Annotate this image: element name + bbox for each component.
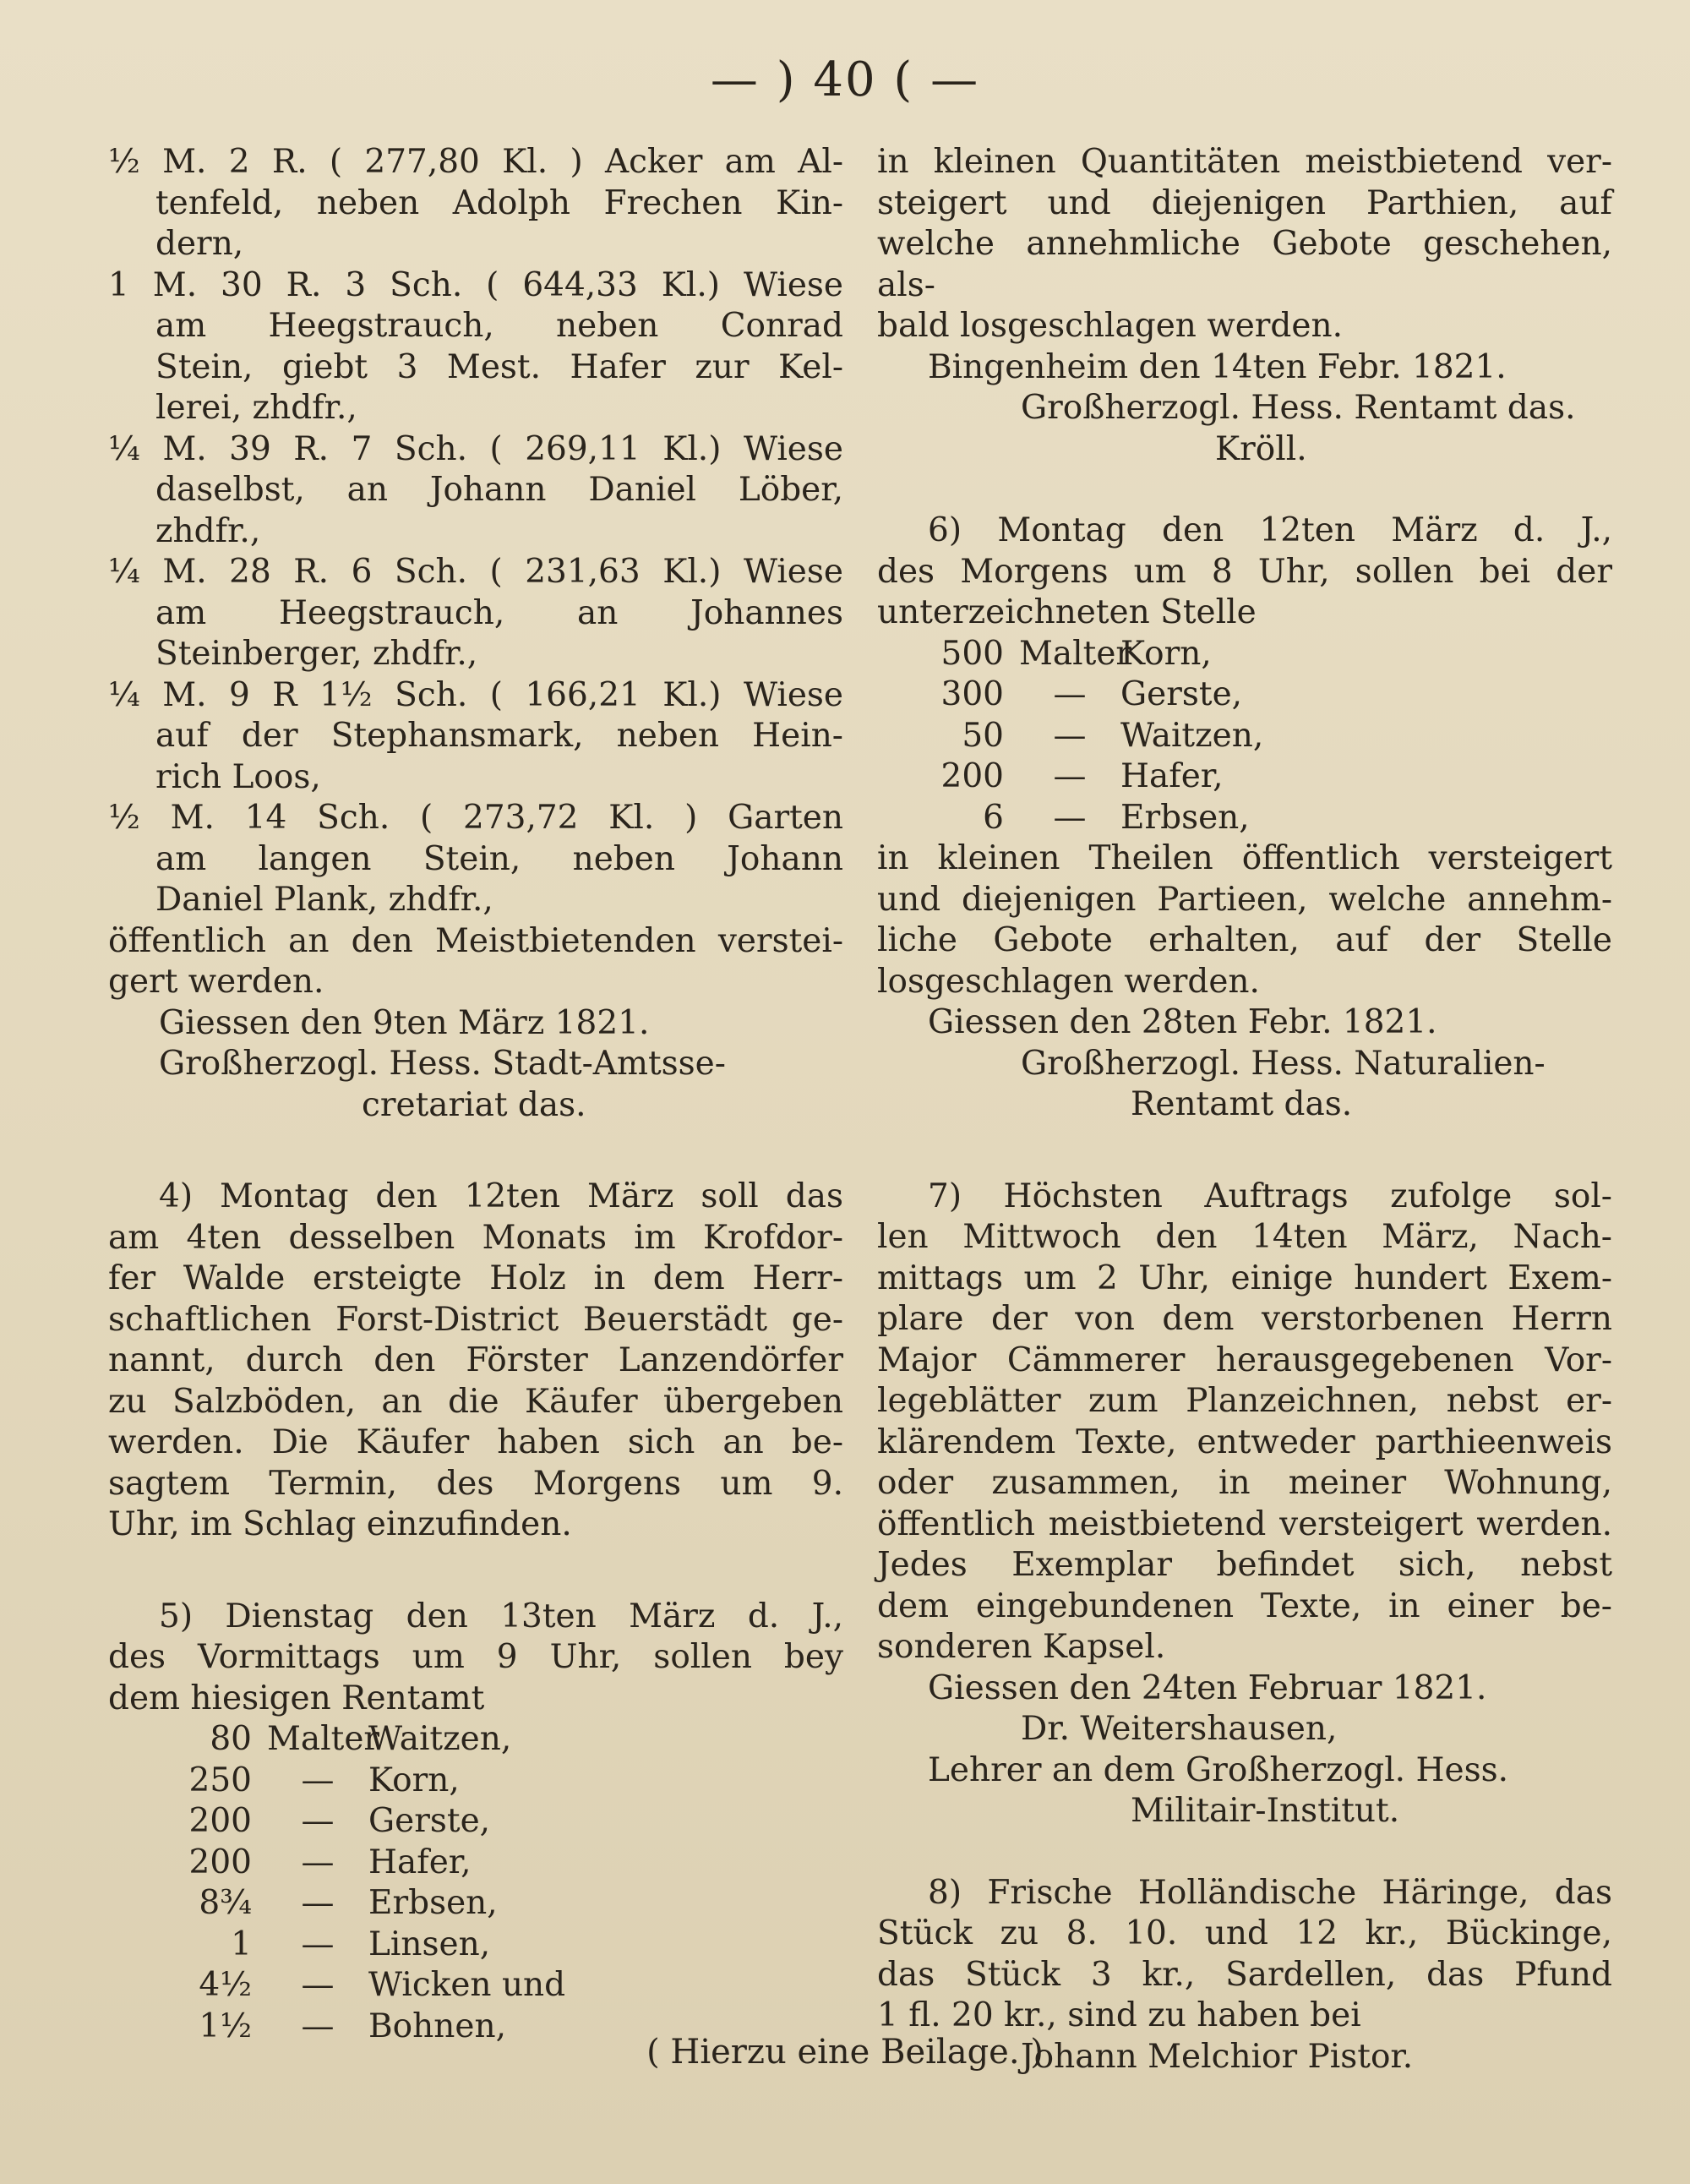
text-line: werden. Die Käufer haben sich an be- <box>108 1423 843 1461</box>
notice-date: Bingenheim den 14ten Febr. 1821. <box>928 347 1507 386</box>
grain-unit: — <box>301 1884 335 1922</box>
parcel-entry <box>108 265 843 429</box>
left-column <box>108 142 843 2047</box>
text-line: bald losgeschlagen werden. <box>877 307 1343 345</box>
text-line: len Mittwoch den 14ten März, Nach- <box>877 1218 1612 1256</box>
parcel-entry <box>108 429 843 553</box>
grain-quantity: 200 <box>188 1843 252 1881</box>
grain-quantity: 50 <box>962 716 1004 755</box>
text-line: mittags um 2 Uhr, einige hundert Exem- <box>877 1259 1612 1297</box>
text-line: unterzeichneten Stelle <box>877 593 1257 631</box>
grain-quantity: 80 <box>210 1720 252 1758</box>
grain-quantity: 4½ <box>199 1966 252 2004</box>
parcel-entry <box>108 675 843 799</box>
parcel-line: ¼ M. 28 R. 6 Sch. ( 231,63 Kl.) Wiese <box>108 553 843 591</box>
text-line: losgeschlagen werden. <box>877 962 1260 1001</box>
text-line: 5) Dienstag den 13ten März d. J., <box>159 1597 843 1635</box>
grain-name: Erbsen, <box>1120 798 1250 837</box>
parcel-line: Stein, giebt 3 Mest. Hafer zur Kel- <box>155 347 843 386</box>
page-number-header: — ) 40 ( — <box>710 52 980 107</box>
grain-row <box>877 634 1612 675</box>
grain-name: Linsen, <box>368 1925 491 1963</box>
grain-name: Gerste, <box>1120 675 1243 713</box>
text-line: und diejenigen Partieen, welche annehm- <box>877 880 1612 919</box>
notice-signature: Lehrer an dem Großherzogl. Hess. <box>928 1750 1508 1789</box>
text-line: 6) Montag den 12ten März d. J., <box>928 511 1612 549</box>
text-line: in kleinen Theilen öffentlich versteigert <box>877 839 1612 877</box>
text-line: nannt, durch den Förster Lanzendörfer <box>108 1341 843 1379</box>
notice-signature: Großherzogl. Hess. Naturalien- <box>1021 1044 1546 1083</box>
notice-signature: Rentamt das. <box>1131 1085 1353 1123</box>
parcel-line: auf der Stephansmark, neben Hein- <box>155 717 843 755</box>
grain-name: Erbsen, <box>368 1884 498 1922</box>
parcel-entry <box>108 142 843 265</box>
grain-quantity: 6 <box>983 798 1004 837</box>
parcel-line: ½ M. 2 R. ( 277,80 Kl. ) Acker am Al- <box>108 143 843 181</box>
notice-signature: Dr. Weitershausen, <box>1021 1710 1338 1748</box>
text-line: in kleinen Quantitäten meistbietend ver- <box>877 143 1612 181</box>
grain-row <box>877 716 1612 757</box>
right-column <box>877 142 1612 2078</box>
parcel-entry <box>108 798 843 921</box>
footer-note: ( Hierzu eine Beilage. ) <box>646 2033 1044 2072</box>
grain-unit: — <box>301 1843 335 1881</box>
grain-row <box>877 674 1612 716</box>
text-line: Uhr, im Schlag einzufinden. <box>108 1505 572 1543</box>
grain-name: Waitzen, <box>368 1720 512 1758</box>
notice-signature: cretariat das. <box>362 1085 586 1124</box>
grain-name: Korn, <box>1120 634 1212 673</box>
grain-row <box>877 756 1612 798</box>
grain-name: Hafer, <box>368 1843 472 1881</box>
grain-quantity: 200 <box>940 757 1004 795</box>
text-line: 1 fl. 20 kr., sind zu haben bei <box>877 1996 1361 2034</box>
text-line: 8) Frische Holländische Häringe, das <box>928 1873 1612 1912</box>
grain-list <box>108 1719 843 2047</box>
grain-unit: — <box>1053 675 1087 713</box>
parcel-line: am langen Stein, neben Johann <box>155 839 843 878</box>
parcel-line: daselbst, an Johann Daniel Löber, <box>155 471 843 509</box>
parcel-line: 1 M. 30 R. 3 Sch. ( 644,33 Kl.) Wiese <box>108 265 843 304</box>
text-line: das Stück 3 kr., Sardellen, das Pfund <box>877 1955 1612 1994</box>
text-line: sagtem Termin, des Morgens um 9. <box>108 1464 843 1503</box>
parcel-line: lerei, zhdfr., <box>155 389 357 427</box>
text-line: öffentlich meistbietend versteigert werden. <box>877 1504 1612 1543</box>
notice-signature: Johann Melchior Pistor. <box>1021 2037 1414 2076</box>
text-line: 4) Montag den 12ten März soll das <box>159 1177 843 1215</box>
text-line: 7) Höchsten Auftrags zufolge sol- <box>928 1177 1612 1215</box>
text-line: fer Walde ersteigte Holz in dem Herr- <box>108 1259 843 1297</box>
parcel-line: am Heegstrauch, an Johannes <box>155 593 843 632</box>
text-line: am 4ten desselben Monats im Krofdor- <box>108 1218 843 1257</box>
grain-unit: — <box>301 1925 335 1963</box>
parcel-line: Daniel Plank, zhdfr., <box>155 881 493 919</box>
text-line: Jedes Exemplar befindet sich, nebst <box>877 1546 1612 1584</box>
grain-quantity: 1 <box>231 1925 252 1963</box>
notice-4 <box>108 1177 843 1546</box>
text-line: legeblätter zum Planzeichnen, nebst er- <box>877 1382 1612 1420</box>
grain-name: Gerste, <box>368 1802 491 1840</box>
grain-quantity: 1½ <box>199 2007 252 2045</box>
notice-date: Giessen den 28ten Febr. 1821. <box>928 1003 1437 1041</box>
notice-5 <box>108 1597 843 1720</box>
parcel-line: dern, <box>155 225 244 263</box>
text-line: klärendem Texte, entweder parthieenweis <box>877 1422 1612 1461</box>
grain-row <box>108 1965 843 2007</box>
closing-line: öffentlich an den Meistbietenden verstei- <box>108 921 843 960</box>
notice-date: Giessen den 9ten März 1821. <box>159 1003 650 1042</box>
grain-row <box>108 1843 843 1884</box>
parcel-line: zhdfr., <box>155 511 261 550</box>
text-line: des Vormittags um 9 Uhr, sollen bey <box>108 1638 843 1676</box>
parcel-line: ½ M. 14 Sch. ( 273,72 Kl. ) Garten <box>108 799 843 837</box>
text-line: welche annehmliche Gebote geschehen, als- <box>877 225 1612 304</box>
text-line: sonderen Kapsel. <box>877 1628 1166 1666</box>
parcel-line: Steinberger, zhdfr., <box>155 635 478 673</box>
grain-quantity: 300 <box>940 675 1004 713</box>
notice-7 <box>877 1177 1612 1668</box>
grain-name: Hafer, <box>1120 757 1224 795</box>
grain-unit: — <box>1053 798 1087 837</box>
notice-6-close <box>877 838 1612 1002</box>
grain-row <box>108 1925 843 1966</box>
text-line: liche Gebote erhalten, auf der Stelle <box>877 921 1612 959</box>
grain-unit: Malter <box>1019 634 1132 673</box>
parcel-line: tenfeld, neben Adolph Frechen Kin- <box>155 183 843 222</box>
grain-unit: Malter <box>267 1720 380 1758</box>
text-line: zu Salzböden, an die Käufer übergeben <box>108 1382 843 1421</box>
notice-date: Giessen den 24ten Februar 1821. <box>928 1668 1487 1707</box>
text-line: Major Cämmerer herausgegebenen Vor- <box>877 1340 1612 1379</box>
grain-quantity: 8¾ <box>199 1884 252 1922</box>
notice-8 <box>877 1873 1612 2037</box>
notice-signature: Großherzogl. Hess. Rentamt das. <box>1021 389 1576 427</box>
text-line: steigert und diejenigen Parthien, auf <box>877 183 1612 222</box>
grain-row <box>108 1801 843 1843</box>
grain-name: Bohnen, <box>368 2007 506 2045</box>
grain-row <box>108 1761 843 1802</box>
parcel-list <box>108 142 843 921</box>
text-line: plare der von dem verstorbenen Herrn <box>877 1300 1612 1338</box>
grain-row <box>108 1719 843 1761</box>
notice-signature: Militair-Institut. <box>1131 1792 1400 1830</box>
text-line: dem hiesigen Rentamt <box>108 1679 485 1717</box>
text-line: schaftlichen Forst-District Beuerstädt ge- <box>108 1300 843 1339</box>
grain-unit: — <box>301 1761 335 1799</box>
parcel-line: ¼ M. 39 R. 7 Sch. ( 269,11 Kl.) Wiese <box>108 429 843 468</box>
grain-row <box>877 798 1612 839</box>
notice-signature: Kröll. <box>1215 429 1307 468</box>
notice-6 <box>877 511 1612 634</box>
parcel-entry <box>108 552 843 675</box>
grain-name: Waitzen, <box>1120 716 1264 755</box>
grain-name: Wicken und <box>368 1966 566 2004</box>
grain-quantity: 500 <box>940 634 1004 673</box>
grain-unit: — <box>301 1802 335 1840</box>
text-line: oder zusammen, in meiner Wohnung, <box>877 1464 1612 1502</box>
continued-notice <box>877 142 1612 347</box>
grain-list <box>877 634 1612 839</box>
grain-row <box>108 1883 843 1925</box>
grain-quantity: 200 <box>188 1802 252 1840</box>
closing-line: gert werden. <box>108 963 324 1001</box>
parcel-line: ¼ M. 9 R 1½ Sch. ( 166,21 Kl.) Wiese <box>108 675 843 714</box>
text-line: dem eingebundenen Texte, in einer be- <box>877 1586 1612 1625</box>
grain-quantity: 250 <box>188 1761 252 1799</box>
text-line: des Morgens um 8 Uhr, sollen bei der <box>877 552 1612 591</box>
grain-name: Korn, <box>368 1761 460 1799</box>
grain-unit: — <box>301 2007 335 2045</box>
notice-signature: Großherzogl. Hess. Stadt-Amtsse- <box>159 1045 726 1083</box>
parcel-line: rich Loos, <box>155 757 321 796</box>
grain-unit: — <box>1053 716 1087 755</box>
parcel-line: am Heegstrauch, neben Conrad <box>155 307 843 345</box>
grain-unit: — <box>1053 757 1087 795</box>
text-line: Stück zu 8. 10. und 12 kr., Bückinge, <box>877 1914 1612 1952</box>
grain-unit: — <box>301 1966 335 2004</box>
